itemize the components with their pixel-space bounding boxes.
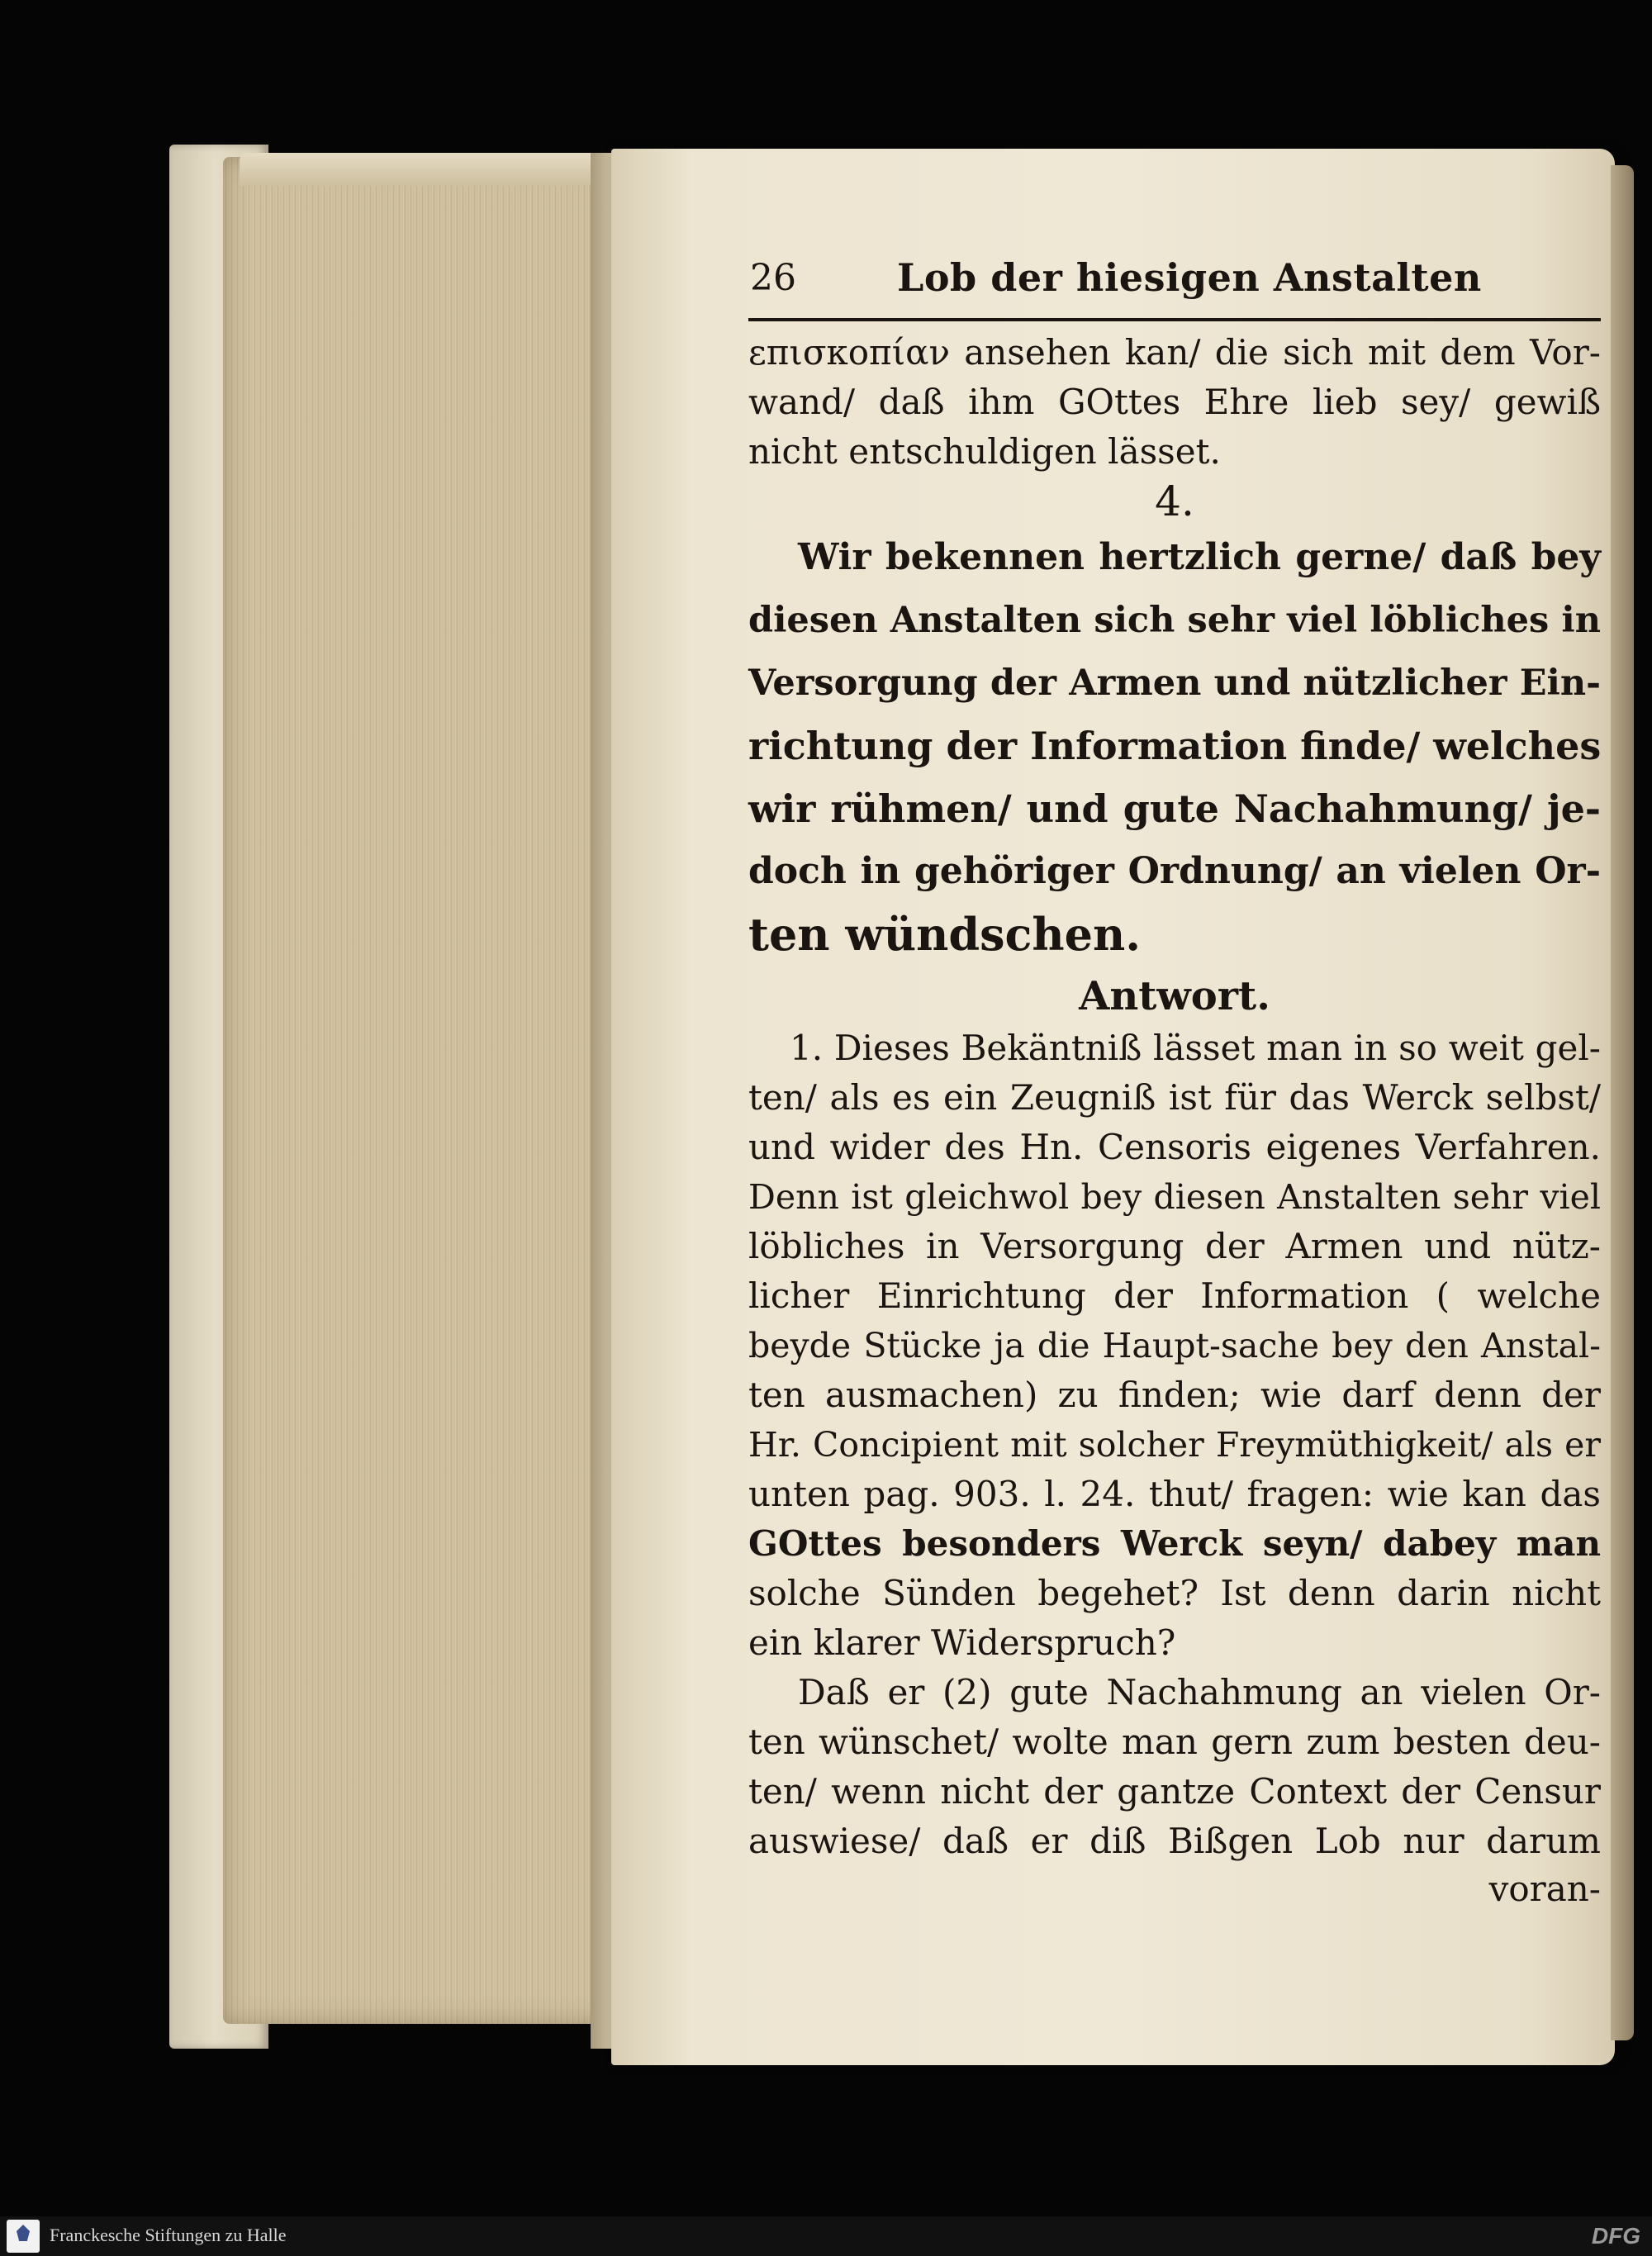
text-line: GOttes besonders Werck seyn/ dabey man [748, 1523, 1601, 1564]
text-line: ten/ wenn nicht der gantze Context der Censur [748, 1771, 1601, 1812]
text-line: unten pag. 903. l. 24. thut/ fragen: wie kan das [748, 1474, 1601, 1514]
text-line: 1. Dieses Bekäntniß lässet man in so weit gel- [790, 1028, 1601, 1068]
text-line: auswiese/ daß er diß Bißgen Lob nur darum [748, 1821, 1601, 1861]
text-line: löbliches in Versorgung der Armen und nütz- [748, 1226, 1601, 1266]
text-line: diesen Anstalten sich sehr viel löbliches in [748, 600, 1601, 641]
institution-name: Franckesche Stiftungen zu Halle [50, 2225, 287, 2245]
text-line: und wider des Hn. Censoris eigenes Verfahren. [748, 1127, 1601, 1167]
page-block-top [240, 153, 611, 186]
text-line: beyde Stücke ja die Haupt-sache bey den Anstal- [748, 1326, 1601, 1365]
text-line: Wir bekennen hertzlich gerne/ daß bey [798, 536, 1601, 578]
page-text [748, 252, 1601, 1912]
text-line: ten wünschet/ wolte man gern zum besten deu- [748, 1722, 1601, 1762]
page-number: 26 [750, 257, 796, 299]
text-line: επισκοπίαν ansehen kan/ die sich mit dem Vor- [748, 332, 1601, 373]
text-line: nicht entschuldigen lässet. [748, 431, 1221, 472]
text-line: ten/ als es ein Zeugniß ist für das Werck selbst/ [748, 1077, 1601, 1118]
quoted-paragraph [748, 526, 1601, 966]
running-head [748, 252, 1601, 321]
dfg-logo: DFG [1591, 2223, 1640, 2249]
francke-foundation-logo-icon [7, 2220, 40, 2253]
text-line: Denn ist gleichwol bey diesen Anstalten sehr viel [748, 1177, 1601, 1217]
text-line: wir rühmen/ und gute Nachahmung/ je- [748, 786, 1601, 831]
answer-paragraph [748, 1024, 1601, 1866]
text-line: licher Einrichtung der Information ( welche [748, 1275, 1601, 1316]
paragraph-continuation [748, 328, 1601, 477]
text-line: Daß er (2) gute Nachahmung an vielen Or- [798, 1672, 1601, 1712]
text-line: solche Sünden begehet? Ist denn darin nicht [748, 1573, 1601, 1613]
text-line: ein klarer Widerspruch? [748, 1622, 1176, 1663]
text-line: Versorgung der Armen und nützlicher Ein- [748, 663, 1601, 704]
text-line: richtung der Information finde/ welches [748, 724, 1602, 768]
text-line: doch in gehöriger Ordnung/ an vielen Or- [748, 850, 1601, 892]
text-line: ten wündschen. [748, 908, 1142, 961]
viewer-footer [0, 2216, 1652, 2256]
page-block-edge [223, 157, 611, 2024]
running-head-title: Lob der hiesigen Anstalten [897, 255, 1482, 300]
catchword: voran- [1488, 1869, 1601, 1909]
text-line: ten ausmachen) zu finden; wie darf denn der [748, 1375, 1601, 1415]
text-line: wand/ daß ihm GOttes Ehre lieb sey/ gewiß [748, 382, 1601, 422]
page-fore-edge [1611, 165, 1634, 2040]
text-line: Hr. Concipient mit solcher Freymüthigkeit/ als er [748, 1425, 1601, 1465]
section-number: 4. [1155, 477, 1194, 525]
answer-heading: Antwort. [1079, 973, 1270, 1019]
